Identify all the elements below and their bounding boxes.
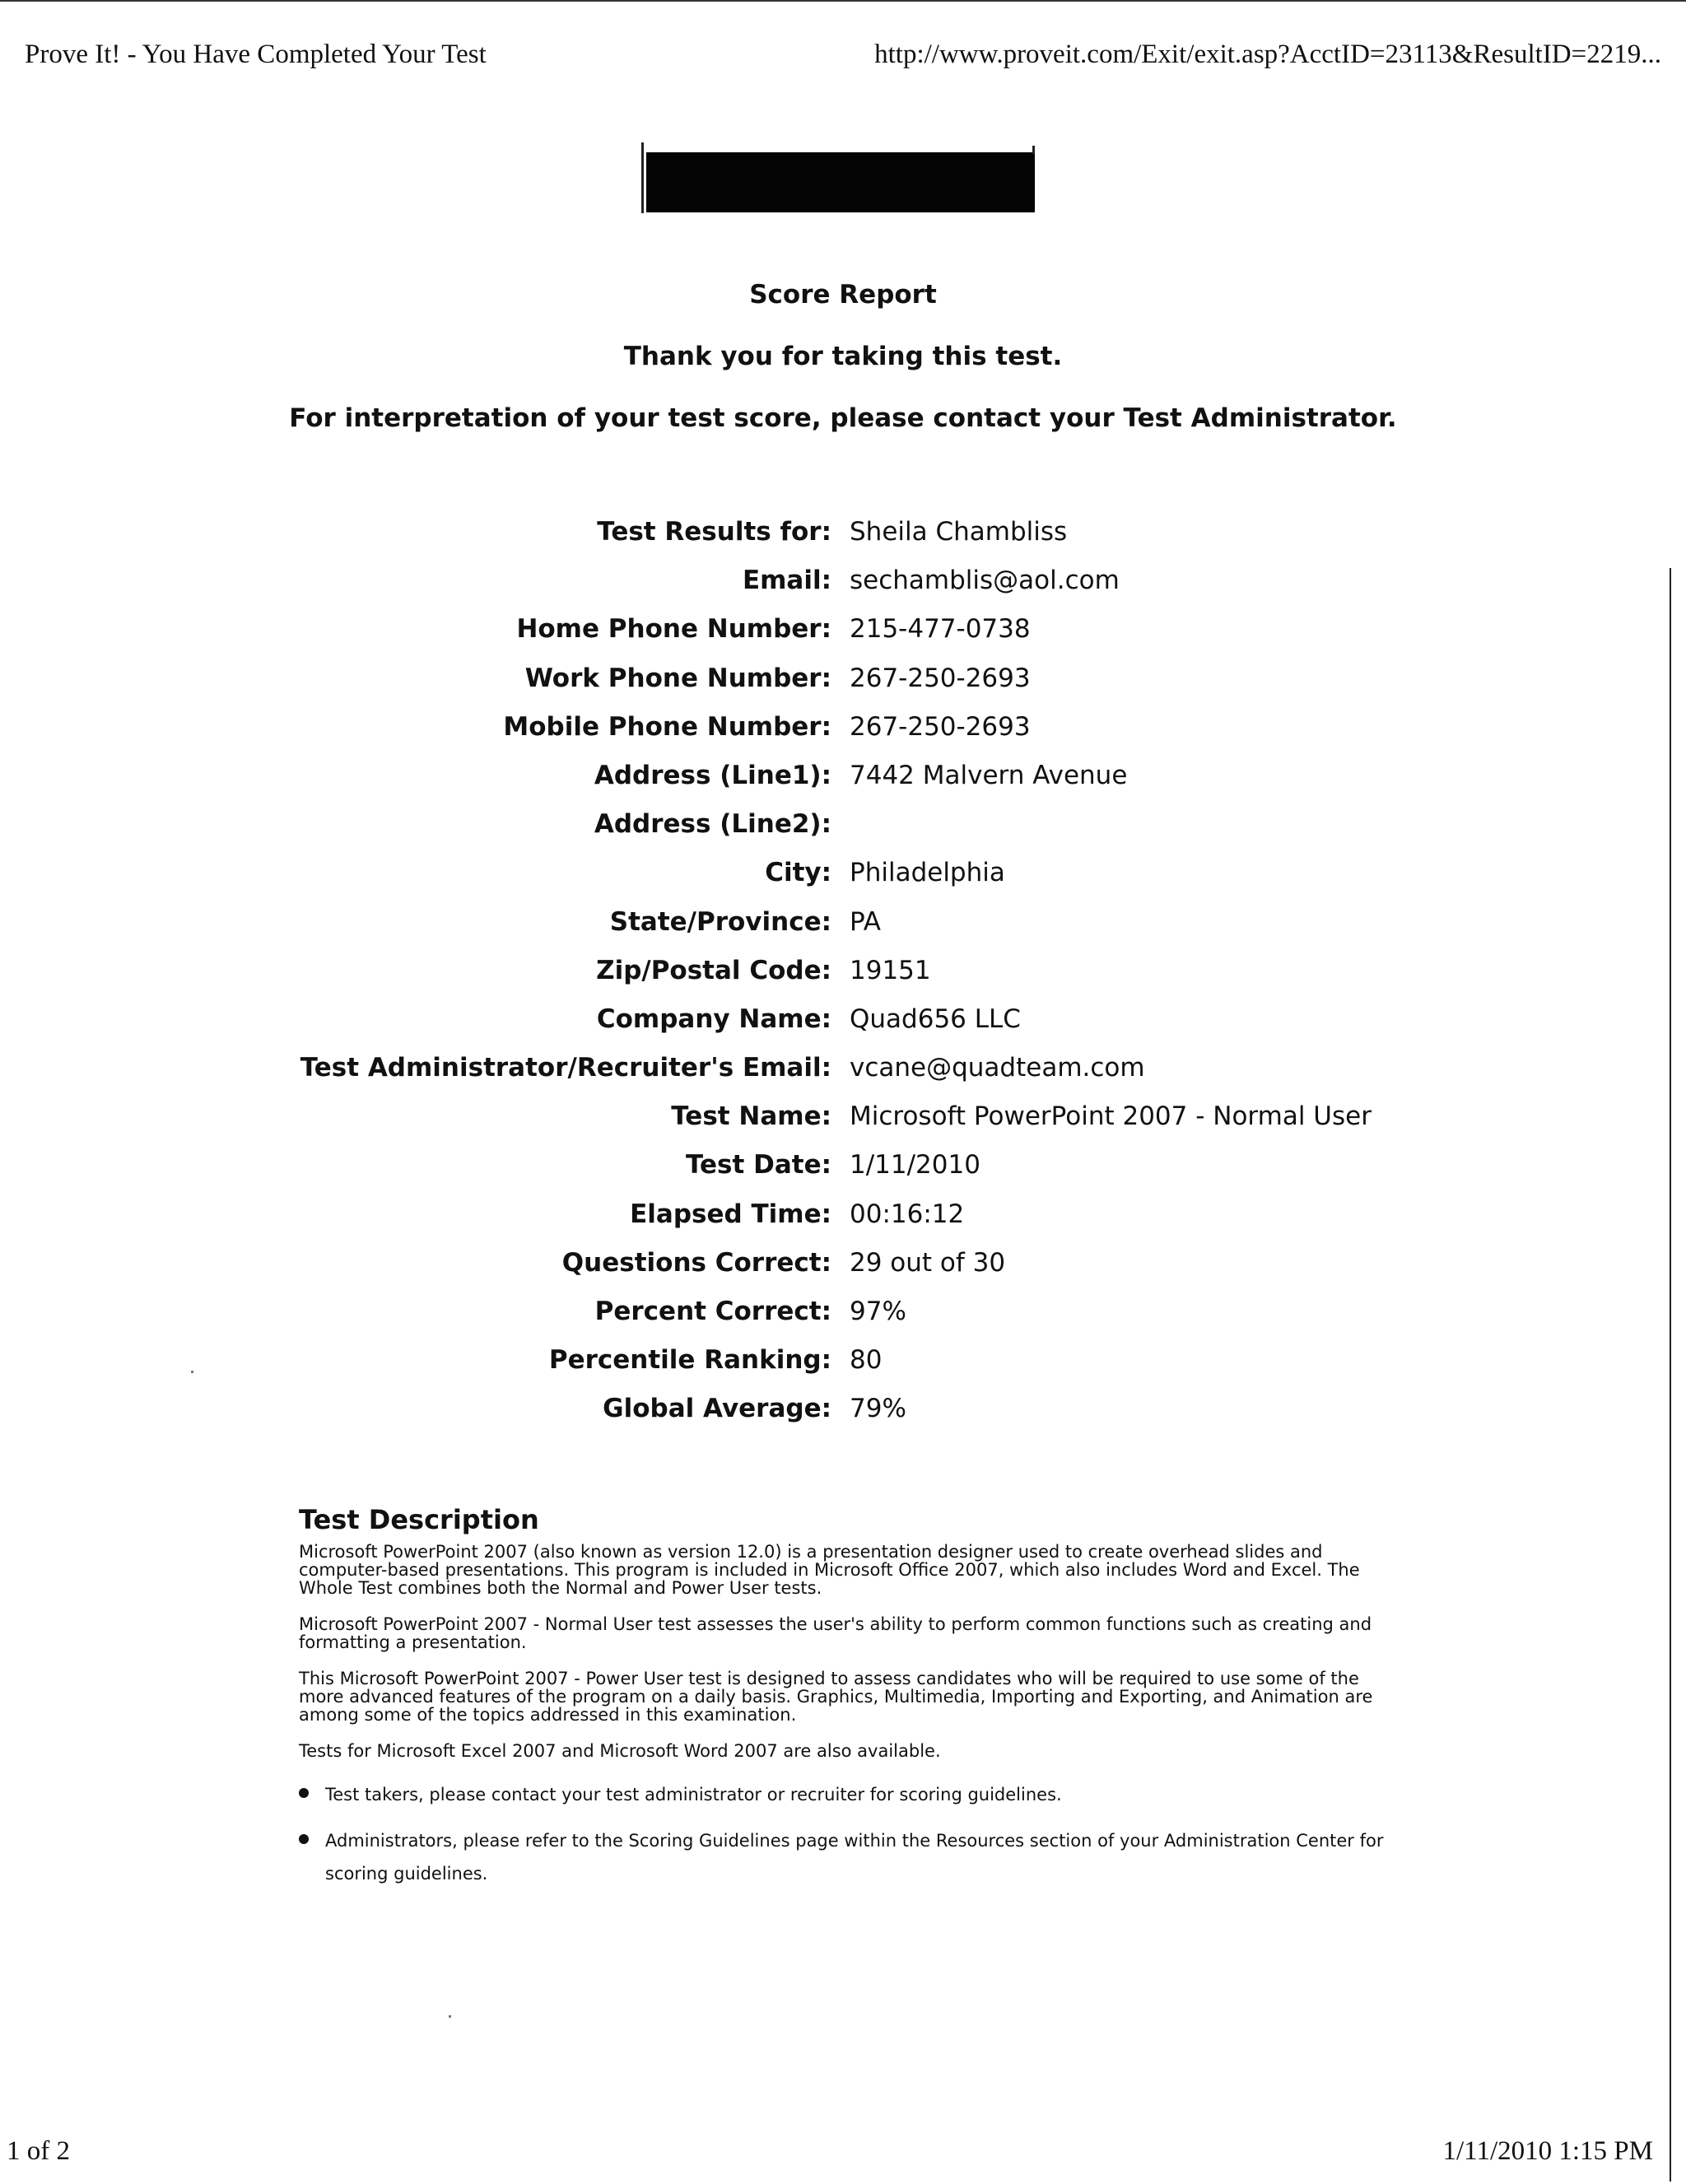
description-paragraph: Tests for Microsoft Excel 2007 and Microsoft Word 2007 are also available. xyxy=(299,1741,941,1761)
results-table xyxy=(0,510,1686,1437)
result-label: Zip/Postal Code: xyxy=(596,955,831,985)
result-row xyxy=(0,510,1686,559)
result-value: PA xyxy=(850,906,881,937)
result-value: Quad656 LLC xyxy=(850,1004,1021,1034)
result-value: vcane@quadteam.com xyxy=(850,1053,1145,1083)
result-value: 79% xyxy=(850,1394,906,1424)
result-row xyxy=(0,705,1686,754)
page-title: Prove It! - You Have Completed Your Test xyxy=(25,40,487,69)
bullet-icon xyxy=(299,1788,309,1798)
page-number: 1 of 2 xyxy=(7,2136,70,2166)
thank-you-text: Thank you for taking this test. xyxy=(623,342,1063,371)
result-row xyxy=(0,901,1686,949)
result-row xyxy=(0,1339,1686,1387)
test-description xyxy=(299,1503,1394,1903)
print-header xyxy=(25,40,1661,76)
result-value: 29 out of 30 xyxy=(850,1247,1006,1278)
result-value: Microsoft PowerPoint 2007 - Normal User xyxy=(850,1101,1372,1132)
result-label: Address (Line2): xyxy=(594,809,831,840)
list-item xyxy=(299,1778,1394,1811)
result-value: 7442 Malvern Avenue xyxy=(850,760,1128,790)
description-paragraph: Microsoft PowerPoint 2007 (also known as version 12.0) is a presentation designer used to create overhead slides and computer-based presentations. This program is included in Microsoft Office 2007, which also includes Word and Excel. The Whole Test combines both the Normal and Power User tests. xyxy=(299,1542,1360,1598)
result-value: Philadelphia xyxy=(850,858,1005,888)
description-paragraph: Microsoft PowerPoint 2007 - Normal User test assesses the user's ability to perform common functions such as creating and formatting a presentation. xyxy=(299,1614,1372,1652)
result-label: State/Province: xyxy=(609,906,831,937)
result-label: City: xyxy=(765,858,831,888)
result-label: Test Name: xyxy=(671,1101,831,1132)
interpretation-text: For interpretation of your test score, please contact your Test Administrator. xyxy=(289,403,1397,433)
result-row xyxy=(0,608,1686,656)
result-value: 00:16:12 xyxy=(850,1199,965,1229)
print-datetime: 1/11/2010 1:15 PM xyxy=(1442,2136,1653,2166)
result-label: Global Average: xyxy=(603,1394,831,1424)
list-item xyxy=(299,1824,1394,1890)
redacted-logo xyxy=(646,152,1035,212)
result-value: 215-477-0738 xyxy=(850,614,1031,645)
result-label: Questions Correct: xyxy=(561,1247,831,1278)
result-value: 267-250-2693 xyxy=(850,663,1031,693)
result-row xyxy=(0,851,1686,900)
bullet-icon xyxy=(299,1834,309,1844)
result-row xyxy=(0,1387,1686,1436)
result-value: sechamblis@aol.com xyxy=(850,566,1120,596)
result-label: Home Phone Number: xyxy=(516,614,831,645)
result-label: Test Date: xyxy=(685,1150,831,1180)
result-label: Mobile Phone Number: xyxy=(503,711,831,742)
scan-edge-line xyxy=(1670,568,1671,2182)
result-label: Company Name: xyxy=(596,1004,831,1034)
score-report-heading: Score Report xyxy=(749,280,937,310)
result-row xyxy=(0,949,1686,998)
result-value: 19151 xyxy=(850,955,931,985)
scan-speck xyxy=(449,2015,451,2018)
list-item-text: Administrators, please refer to the Scoring Guidelines page within the Resources section of your Administration Center for scoring guidelines. xyxy=(325,1831,1384,1884)
result-row xyxy=(0,1290,1686,1339)
result-value: Sheila Chambliss xyxy=(850,517,1068,547)
result-row xyxy=(0,1241,1686,1290)
result-label: Work Phone Number: xyxy=(524,663,831,693)
result-value: 80 xyxy=(850,1345,883,1376)
result-value: 1/11/2010 xyxy=(850,1150,980,1180)
result-row xyxy=(0,657,1686,705)
result-label: Elapsed Time: xyxy=(630,1199,831,1229)
result-label: Percent Correct: xyxy=(594,1297,831,1326)
top-rule xyxy=(0,0,1686,2)
result-row xyxy=(0,1143,1686,1192)
scan-speck xyxy=(191,1371,193,1373)
result-row xyxy=(0,803,1686,851)
description-paragraph: This Microsoft PowerPoint 2007 - Power User test is designed to assess candidates who will be required to use some of the more advanced features of the program on a daily basis. Graphics, Multimedia, Importing and Exporting, and Animation are among some of the topics addressed in this examination. xyxy=(299,1669,1373,1725)
page-url[interactable]: http://www.proveit.com/Exit/exit.asp?AcctID=23113&ResultID=2219... xyxy=(874,40,1661,69)
result-row xyxy=(0,559,1686,608)
test-description-heading: Test Description xyxy=(299,1504,539,1535)
result-label: Test Administrator/Recruiter's Email: xyxy=(300,1053,831,1083)
result-label: Percentile Ranking: xyxy=(548,1345,831,1376)
result-value: 267-250-2693 xyxy=(850,711,1031,742)
result-row xyxy=(0,998,1686,1046)
result-label: Email: xyxy=(742,566,831,596)
result-row xyxy=(0,1095,1686,1143)
result-row xyxy=(0,1046,1686,1095)
result-label: Address (Line1): xyxy=(594,760,831,790)
result-label: Test Results for: xyxy=(597,517,831,547)
list-item-text: Test takers, please contact your test administrator or recruiter for scoring guidelines. xyxy=(325,1785,1062,1804)
result-value: 97% xyxy=(850,1297,906,1326)
guideline-list xyxy=(299,1778,1394,1890)
result-row xyxy=(0,1193,1686,1241)
result-row xyxy=(0,754,1686,803)
